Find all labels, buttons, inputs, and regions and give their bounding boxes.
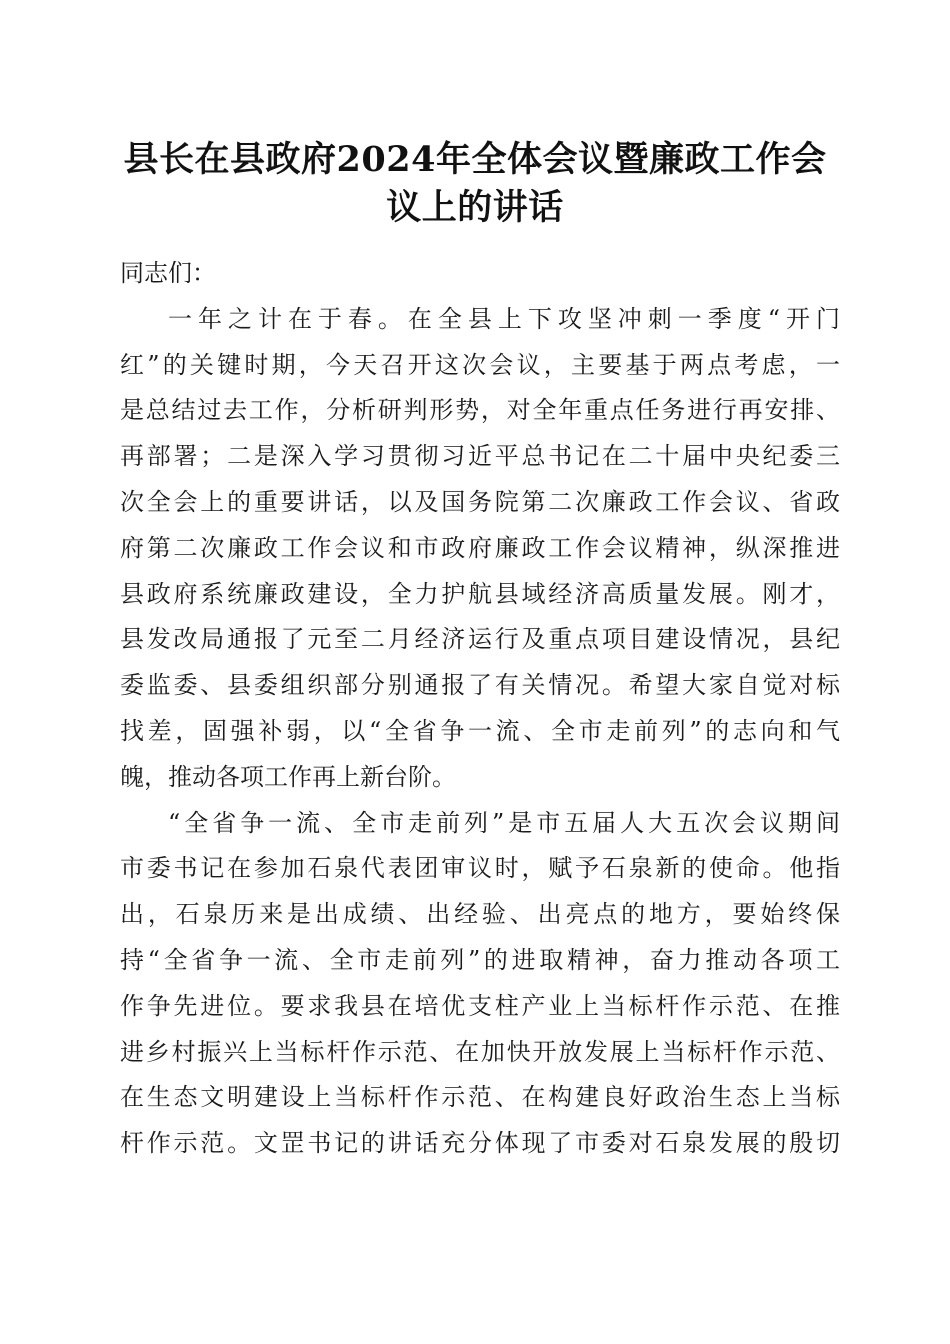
- document-title: [100, 136, 850, 232]
- paragraph-line: 再部署；二是深入学习贯彻习近平总书记在二十届中央纪委三: [120, 442, 840, 471]
- paragraph-line: 魄，推动各项工作再上新台阶。: [120, 762, 456, 791]
- paragraph-2: [120, 801, 840, 1167]
- paragraph-line: 次全会上的重要讲话，以及国务院第二次廉政工作会议、省政: [120, 487, 840, 516]
- title-line: 议上的讲话: [386, 187, 564, 228]
- paragraph-line: 委监委、县委组织部分别通报了有关情况。希望大家自觉对标: [120, 671, 840, 700]
- paragraph-line: 红”的关键时期，今天召开这次会议，主要基于两点考虑，一: [120, 350, 840, 379]
- paragraph-line: “全省争一流、全市走前列”是市五届人大五次会议期间: [168, 808, 840, 837]
- paragraph-line: 杆作示范。文罡书记的讲话充分体现了市委对石泉发展的殷切: [120, 1129, 840, 1158]
- paragraph-line: 县政府系统廉政建设，全力护航县域经济高质量发展。刚才，: [120, 579, 840, 608]
- paragraph-line: 县发改局通报了元至二月经济运行及重点项目建设情况，县纪: [120, 625, 840, 654]
- paragraph-line: 市委书记在参加石泉代表团审议时，赋予石泉新的使命。他指: [120, 854, 840, 883]
- paragraph-line: 府第二次廉政工作会议和市政府廉政工作会议精神，纵深推进: [120, 533, 840, 562]
- title-line: 县长在县政府2024年全体会议暨廉政工作会: [123, 139, 827, 180]
- paragraph-line: 找差，固强补弱，以“全省争一流、全市走前列”的志向和气: [120, 716, 840, 745]
- salutation: 同志们：: [120, 259, 216, 287]
- paragraph-line: 在生态文明建设上当标杆作示范、在构建良好政治生态上当标: [120, 1083, 840, 1112]
- paragraph-line: 一年之计在于春。在全县上下攻坚冲刺一季度“开门: [168, 304, 840, 333]
- paragraph-line: 作争先进位。要求我县在培优支柱产业上当标杆作示范、在推: [120, 991, 840, 1020]
- paragraph-line: 进乡村振兴上当标杆作示范、在加快开放发展上当标杆作示范、: [120, 1037, 840, 1066]
- paragraph-line: 是总结过去工作，分析研判形势，对全年重点任务进行再安排、: [120, 396, 840, 425]
- document-body: [120, 251, 840, 1167]
- paragraph-line: 出，石泉历来是出成绩、出经验、出亮点的地方，要始终保: [120, 900, 840, 929]
- paragraph-1: [120, 297, 840, 801]
- paragraph-line: 持“全省争一流、全市走前列”的进取精神，奋力推动各项工: [120, 945, 840, 974]
